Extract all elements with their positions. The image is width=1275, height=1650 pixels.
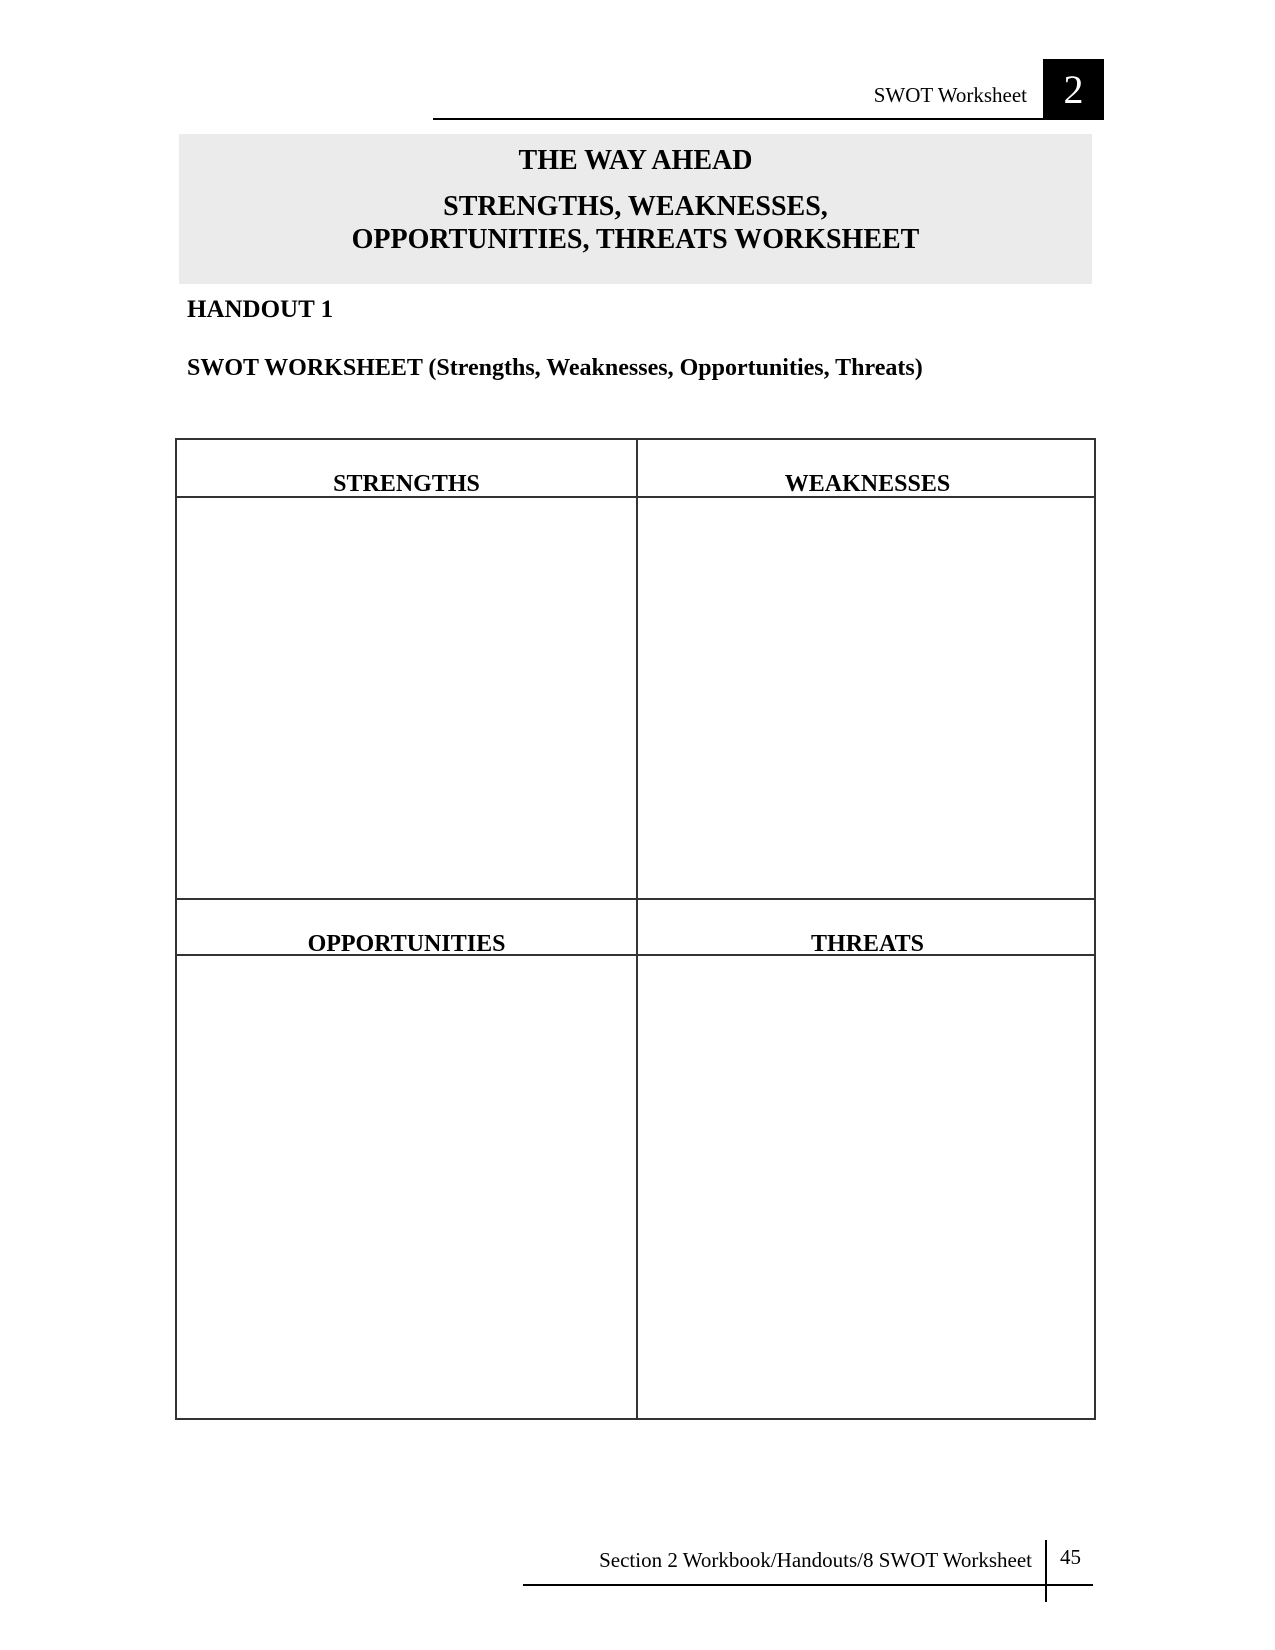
banner-subtitle-line-2: OPPORTUNITIES, THREATS WORKSHEET — [351, 224, 920, 255]
header-section-label: SWOT Worksheet — [873, 83, 1027, 107]
title-banner — [179, 134, 1092, 284]
handout-heading: HANDOUT 1 — [187, 296, 334, 323]
weaknesses-entry-area[interactable] — [638, 498, 1094, 898]
weaknesses-heading: WEAKNESSES — [784, 471, 951, 497]
threats-entry-area[interactable] — [638, 956, 1094, 1418]
header-rule — [433, 118, 1043, 120]
worksheet-subtitle: SWOT WORKSHEET (Strengths, Weaknesses, Opportunities, Threats) — [187, 355, 923, 381]
footer-label: Section 2 Workbook/Handouts/8 SWOT Worksheet — [599, 1548, 1032, 1572]
opportunities-entry-area[interactable] — [177, 956, 636, 1418]
footer-vertical-rule — [1045, 1540, 1047, 1602]
threats-heading: THREATS — [811, 931, 924, 957]
strengths-heading: STRENGTHS — [333, 471, 480, 497]
swot-grid — [175, 438, 1096, 1420]
page-number: 45 — [1060, 1545, 1081, 1569]
chapter-number-badge: 2 — [1043, 59, 1104, 120]
banner-subtitle-line-1: STRENGTHS, WEAKNESSES, — [443, 191, 828, 222]
footer-rule — [523, 1584, 1093, 1586]
strengths-entry-area[interactable] — [177, 498, 636, 898]
banner-title: THE WAY AHEAD — [518, 145, 753, 176]
opportunities-heading: OPPORTUNITIES — [307, 931, 506, 957]
